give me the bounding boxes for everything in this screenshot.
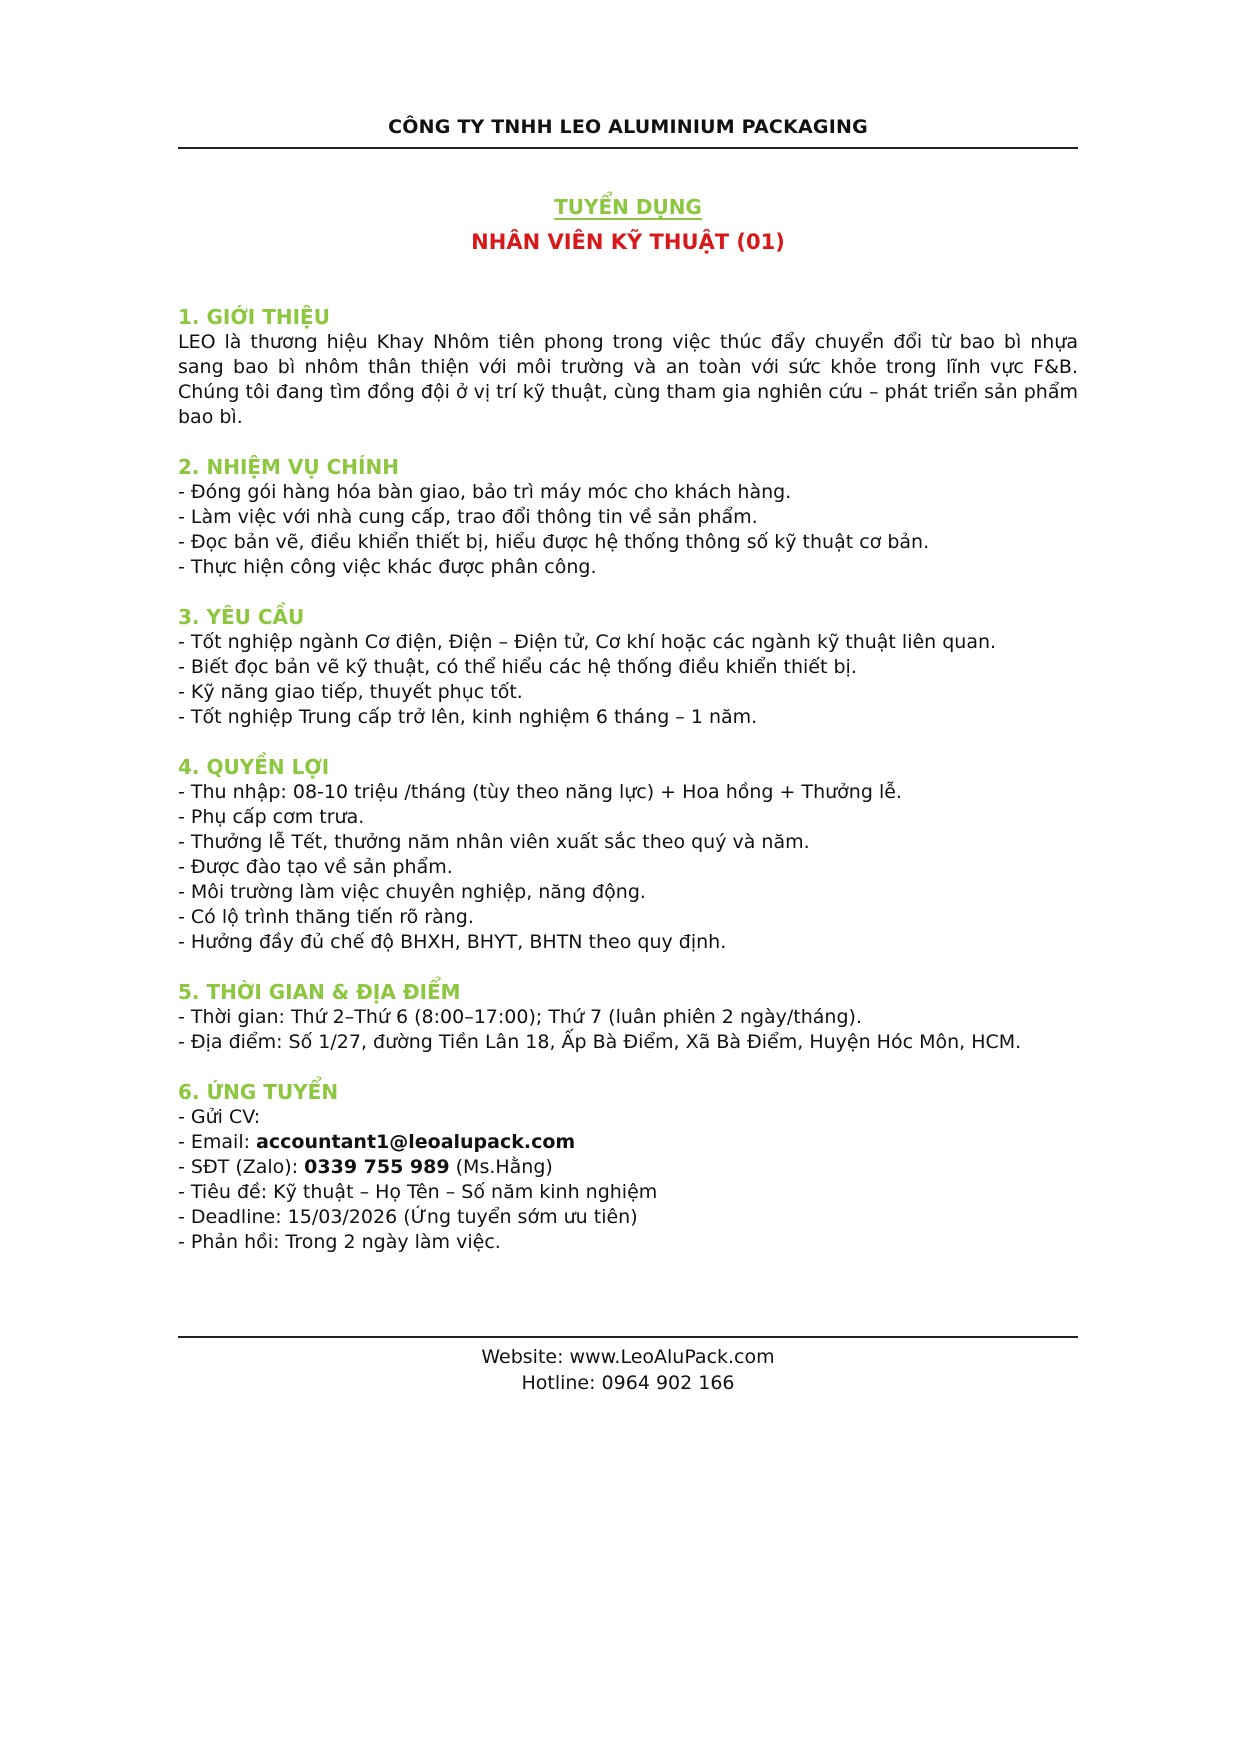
intro-paragraph: LEO là thương hiệu Khay Nhôm tiên phong trong việc thúc đẩy chuyển đổi từ bao bì nhựa sang bao bì nhôm thân thiện với môi trường và an toàn với sức khỏe trong lĩnh vực F&B. Chúng tôi đang tìm đồng đội ở vị trí kỹ thuật, cùng tham gia nghiên cứu – phát triển sản phẩm bao bì.	[178, 331, 1078, 428]
section-heading-requirements: 3. YÊU CẦU	[178, 605, 305, 629]
footer-website[interactable]: Website: www.LeoAluPack.com	[481, 1346, 775, 1368]
section-heading-duties: 2. NHIỆM VỤ CHÍNH	[178, 455, 399, 479]
response-line: - Phản hồi: Trong 2 ngày làm việc.	[178, 1231, 501, 1253]
phone-contact-name: (Ms.Hằng)	[449, 1156, 553, 1178]
requirement-item: - Tốt nghiệp Trung cấp trở lên, kinh nghiệm 6 tháng – 1 năm.	[178, 706, 758, 728]
footer-divider	[178, 1336, 1078, 1338]
phone-line	[178, 1155, 1078, 1180]
duty-item: - Đóng gói hàng hóa bàn giao, bảo trì máy móc cho khách hàng.	[178, 481, 792, 503]
email-line	[178, 1130, 1078, 1155]
benefit-item: - Môi trường làm việc chuyên nghiệp, năng động.	[178, 881, 646, 903]
deadline-line: - Deadline: 15/03/2026 (Ứng tuyển sớm ưu tiên)	[178, 1206, 638, 1228]
benefit-item: - Thưởng lễ Tết, thưởng năm nhân viên xuất sắc theo quý và năm.	[178, 831, 810, 853]
benefit-item: - Thu nhập: 08-10 triệu /tháng (tùy theo năng lực) + Hoa hồng + Thưởng lễ.	[178, 781, 902, 803]
benefit-item: - Hưởng đầy đủ chế độ BHXH, BHYT, BHTN theo quy định.	[178, 931, 727, 953]
benefit-item: - Phụ cấp cơm trưa.	[178, 806, 365, 828]
section-duties	[178, 455, 1078, 580]
work-time-item: - Thời gian: Thứ 2–Thứ 6 (8:00–17:00); Thứ 7 (luân phiên 2 ngày/tháng).	[178, 1006, 862, 1028]
footer	[178, 1344, 1078, 1396]
phone-label: - SĐT (Zalo):	[178, 1156, 305, 1178]
requirement-item: - Tốt nghiệp ngành Cơ điện, Điện – Điện tử, Cơ khí hoặc các ngành kỹ thuật liên quan.	[178, 631, 997, 653]
phone-number[interactable]: 0339 755 989	[304, 1156, 450, 1178]
section-requirements	[178, 605, 1078, 730]
job-position-title: NHÂN VIÊN KỸ THUẬT (01)	[471, 230, 785, 254]
section-heading-intro: 1. GIỚI THIỆU	[178, 305, 330, 329]
duty-item: - Làm việc với nhà cung cấp, trao đổi thông tin về sản phẩm.	[178, 506, 758, 528]
duty-item: - Đọc bản vẽ, điều khiển thiết bị, hiểu được hệ thống thông số kỹ thuật cơ bản.	[178, 531, 930, 553]
requirement-item: - Biết đọc bản vẽ kỹ thuật, có thể hiểu các hệ thống điều khiển thiết bị.	[178, 656, 857, 678]
section-heading-apply: 6. ỨNG TUYỂN	[178, 1080, 339, 1104]
footer-hotline: Hotline: 0964 902 166	[521, 1372, 735, 1394]
recruitment-title: TUYỂN DỤNG	[554, 195, 702, 219]
company-name-header: CÔNG TY TNHH LEO ALUMINIUM PACKAGING	[388, 116, 868, 138]
section-benefits	[178, 755, 1078, 955]
benefit-item: - Có lộ trình thăng tiến rõ ràng.	[178, 906, 474, 928]
document-body	[178, 305, 1078, 1280]
email-label: - Email:	[178, 1131, 257, 1153]
benefit-item: - Được đào tạo về sản phẩm.	[178, 856, 453, 878]
section-intro	[178, 305, 1078, 430]
duty-item: - Thực hiện công việc khác được phân công.	[178, 556, 597, 578]
section-heading-time-place: 5. THỜI GIAN & ĐỊA ĐIỂM	[178, 980, 461, 1004]
header-divider	[178, 147, 1078, 149]
email-address[interactable]: accountant1@leoalupack.com	[256, 1131, 576, 1153]
requirement-item: - Kỹ năng giao tiếp, thuyết phục tốt.	[178, 681, 523, 703]
email-subject-line: - Tiêu đề: Kỹ thuật – Họ Tên – Số năm kinh nghiệm	[178, 1181, 658, 1203]
section-apply	[178, 1080, 1078, 1255]
section-heading-benefits: 4. QUYỀN LỢI	[178, 755, 330, 779]
send-cv-line: - Gửi CV:	[178, 1106, 261, 1128]
section-time-place	[178, 980, 1078, 1055]
work-location-item: - Địa điểm: Số 1/27, đường Tiền Lân 18, Ấp Bà Điểm, Xã Bà Điểm, Huyện Hóc Môn, HCM.	[178, 1031, 1022, 1053]
